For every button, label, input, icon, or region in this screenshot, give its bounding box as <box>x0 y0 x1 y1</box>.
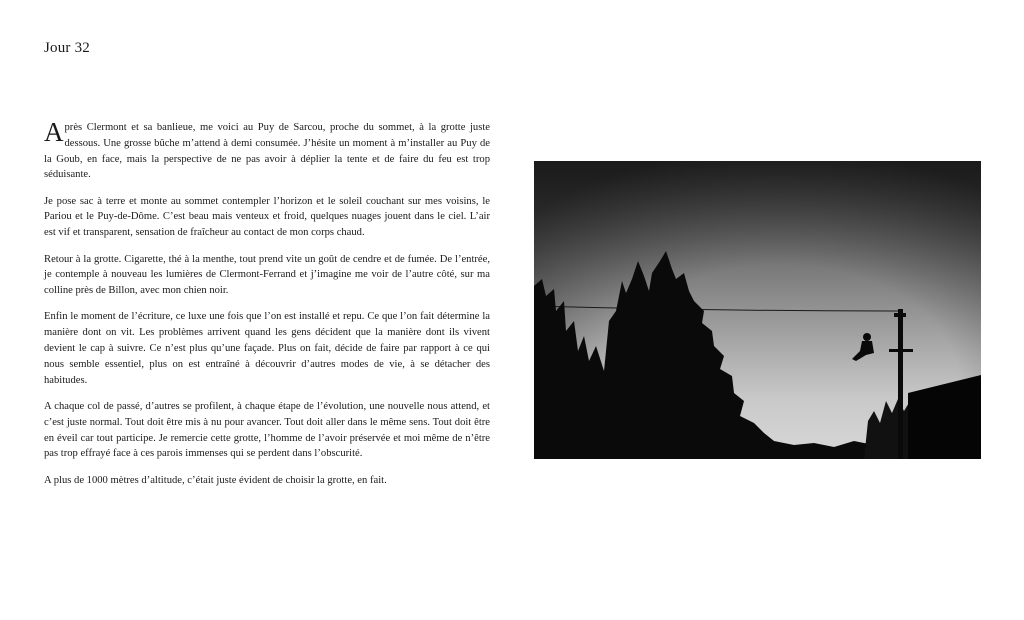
page-title: Jour 32 <box>44 40 90 56</box>
paragraph-1 <box>44 117 490 183</box>
journal-text <box>44 117 490 499</box>
paragraph-6: A plus de 1000 mètres d’altitude, c’était juste évident de choisir la grotte, en fait. <box>44 474 387 486</box>
paragraph-2: Je pose sac à terre et monte au sommet contempler l’horizon et le soleil couchant sur mes voisins, le Pariou et le Puy-de-Dôme. C’est beau mais venteux et froid, quelques nuages jouent dans le ciel. L’air est vif et transparent, sensation de fraîcheur au contact de mon corps chaud. <box>44 195 490 239</box>
paragraph-4: Enfin le moment de l’écriture, ce luxe une fois que l’on est installé et repu. Ce que l’on fait détermine la manière dont on vit. Les problèmes arrivent quand les gens décident que la manière dont ils vivent devient le cap à suivre. Ce n’est plus qu’une façade. Plus on fait, décide de faire par rapport à ce qui nous semble essentiel, plus on est entraîné à découvrir d’autres modes de vie, à se détacher des habitudes. <box>44 311 490 386</box>
photo-silhouette-image <box>534 161 981 459</box>
paragraph-5: A chaque col de passé, d’autres se profilent, à chaque étape de l’évolution, une nouvelle nous attend, et c’est juste normal. Tout doit être mis à nu pour avancer. Tout doit aller dans le même sens. Tout doit être en éveil car tout participe. Je remercie cette grotte, l’homme de l’avoir préservée et moi même de n’être pas trop effrayé face à ces parois immenses qui se perdent dans l’obscurité. <box>44 400 490 460</box>
photograph <box>534 161 981 459</box>
drop-cap: A <box>44 117 64 147</box>
paragraph-3: Retour à la grotte. Cigarette, thé à la menthe, tout prend vite un goût de cendre et de fumée. De l’entrée, je contemple à nouveau les lumières de Clermont-Ferrand et j’imagine me voir de l’autre côté, sur ma colline près de Billon, avec mon chien noir. <box>44 253 490 297</box>
paragraph-1-text: près Clermont et sa banlieue, me voici au Puy de Sarcou, proche du sommet, à la grotte juste dessous. Une grosse bûche m’attend à demi consumée. J’hésite un moment à m’installer au Puy de la Goub, en face, mais la perspective de ne pas avoir à déplier la tente et de faire du feu est trop séduisante. <box>44 122 490 181</box>
